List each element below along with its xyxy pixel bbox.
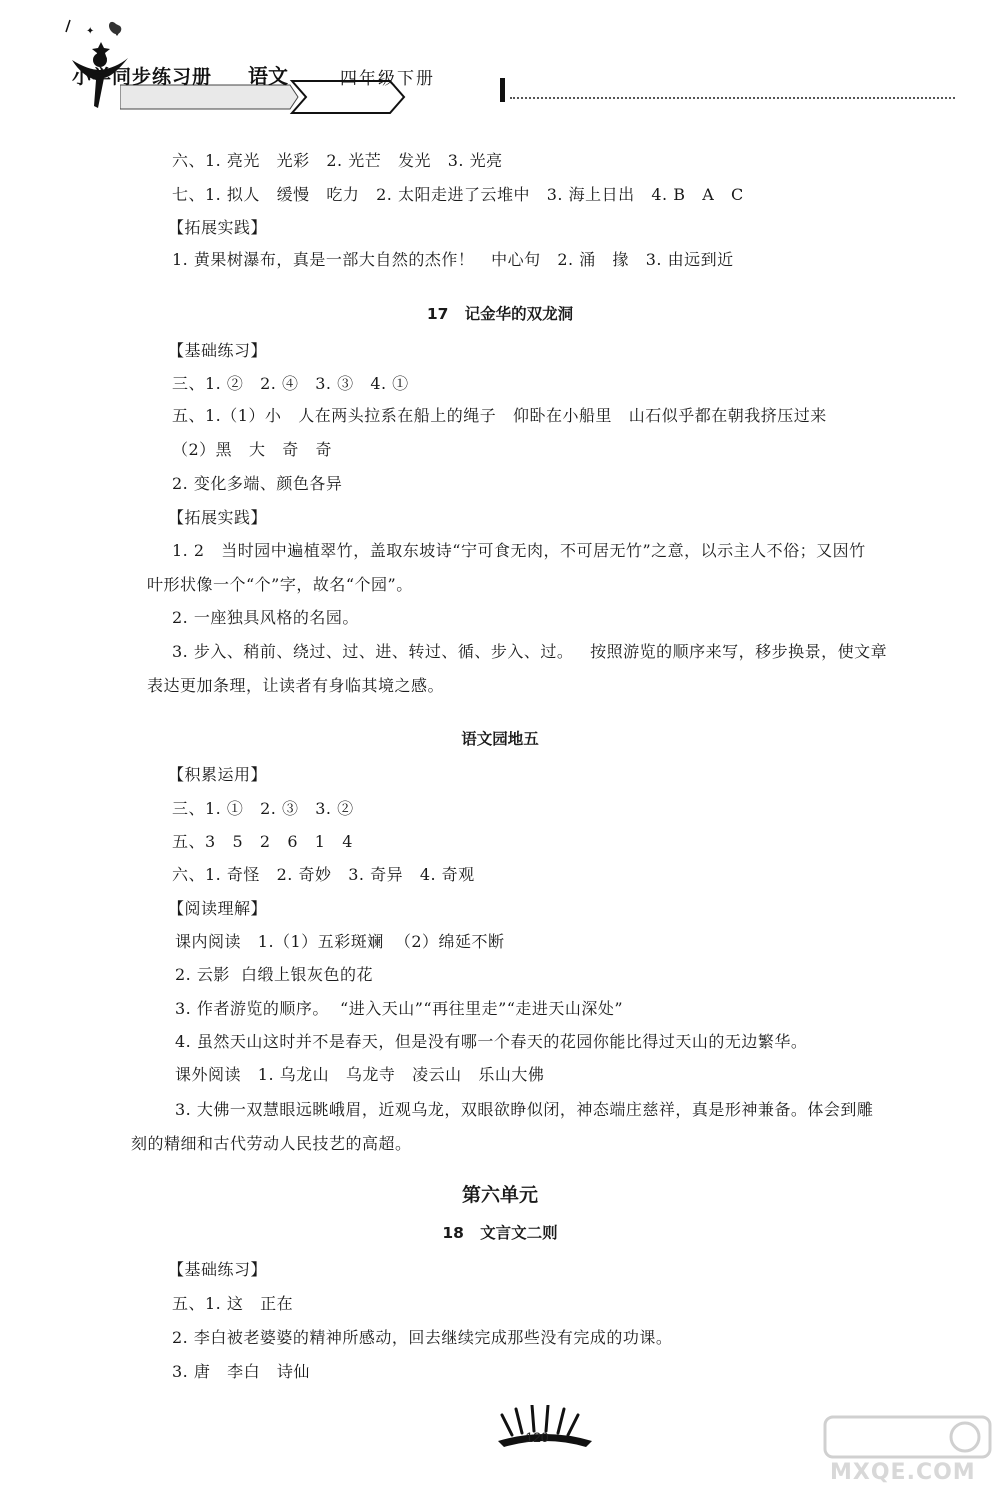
grade-label: 四年级下册 — [340, 69, 435, 89]
answer-line: （2）黑 大 奇 奇 — [172, 440, 332, 459]
answer-line: 3. 作者游览的顺序。 “进入天山”“再往里走”“走进天山深处” — [175, 999, 624, 1018]
answer-line: 表达更加条理，让读者有身临其境之感。 — [147, 676, 445, 695]
section-label: 【阅读理解】 — [168, 899, 268, 918]
answer-line: 叶形状像一个“个”字，故名“个园”。 — [147, 575, 413, 594]
answer-line: 六、1. 亮光 光彩 2. 光芒 发光 3. 光亮 — [172, 151, 503, 170]
page-number: 120 — [525, 1429, 549, 1445]
answer-line: 三、1. ② 2. ④ 3. ③ 4. ① — [172, 374, 409, 393]
section-label: 【基础练习】 — [168, 1260, 268, 1279]
answer-line: 1. 黄果树瀑布，真是一部大自然的杰作！ 中心句 2. 涌 掾 3. 由远到近 — [172, 250, 734, 269]
book-title: 小学同步练习册 — [72, 66, 213, 88]
header-dotted-rule — [510, 97, 955, 99]
section-label: 【拓展实践】 — [168, 508, 268, 527]
answer-line: 三、1. ① 2. ③ 3. ② — [172, 799, 354, 818]
answer-line: 3. 大佛一双慧眼远眺峨眉，近观乌龙，双眼欲睁似闭，神态端庄慈祥，真是形神兼备。体会到雕 — [175, 1100, 874, 1119]
answer-line: 2. 李白被老婆婆的精神所感动，回去继续完成那些没有完成的功课。 — [172, 1328, 673, 1347]
answer-line: 五、1. 这 正在 — [172, 1294, 294, 1313]
answer-line: 2. 变化多端、颜色各异 — [172, 474, 343, 493]
subject-label: 语文 — [248, 64, 288, 88]
answer-line: 五、1.（1）小 人在两头拉系在船上的绳子 仰卧在小船里 山石似乎都在朝我挤压过来 — [172, 406, 827, 425]
answer-line: 1. 2 当时园中遍植翠竹，盖取东坡诗“宁可食无肉，不可居无竹”之意，以示主人不俗；又因竹 — [172, 541, 866, 560]
section-label: 【基础练习】 — [168, 341, 268, 360]
answer-line: 3. 唐 李白 诗仙 — [172, 1362, 310, 1381]
lesson-heading: 语文园地五 — [461, 730, 539, 748]
answer-line: 课内阅读 1.（1）五彩斑斓 （2）绵延不断 — [175, 932, 505, 951]
section-label: 【积累运用】 — [168, 765, 268, 784]
svg-text:✦: ✦ — [86, 26, 95, 37]
lesson-heading: 18 文言文二则 — [442, 1224, 558, 1242]
answer-line: 3. 步入、稍前、绕过、过、进、转过、循、步入、过。 按照游览的顺序来写，移步换景，使文章 — [172, 642, 888, 661]
answer-line: 4. 虽然天山这时并不是春天，但是没有哪一个春天的花园你能比得过天山的无边繁华。 — [175, 1032, 808, 1051]
answer-line: 六、1. 奇怪 2. 奇妙 3. 奇异 4. 奇观 — [172, 865, 475, 884]
answer-line: 2. 云影 白缎上银灰色的花 — [175, 965, 374, 984]
header-divider-mark — [500, 78, 505, 102]
answer-line: 七、1. 拟人 缓慢 吃力 2. 太阳走进了云堆中 3. 海上日出 4. B A C — [172, 185, 744, 204]
watermark-text: MXQE.COM — [830, 1460, 976, 1485]
section-label: 【拓展实践】 — [168, 218, 268, 237]
answer-line: 五、3 5 2 6 1 4 — [172, 832, 353, 851]
lesson-heading: 17 记金华的双龙洞 — [426, 305, 574, 323]
unit-heading: 第六单元 — [461, 1184, 538, 1206]
answer-line: 2. 一座独具风格的名园。 — [172, 608, 359, 627]
answer-line: 课外阅读 1. 乌龙山 乌龙寺 凌云山 乐山大佛 — [175, 1065, 545, 1084]
answer-line: 刻的精细和古代劳动人民技艺的高超。 — [131, 1134, 412, 1153]
